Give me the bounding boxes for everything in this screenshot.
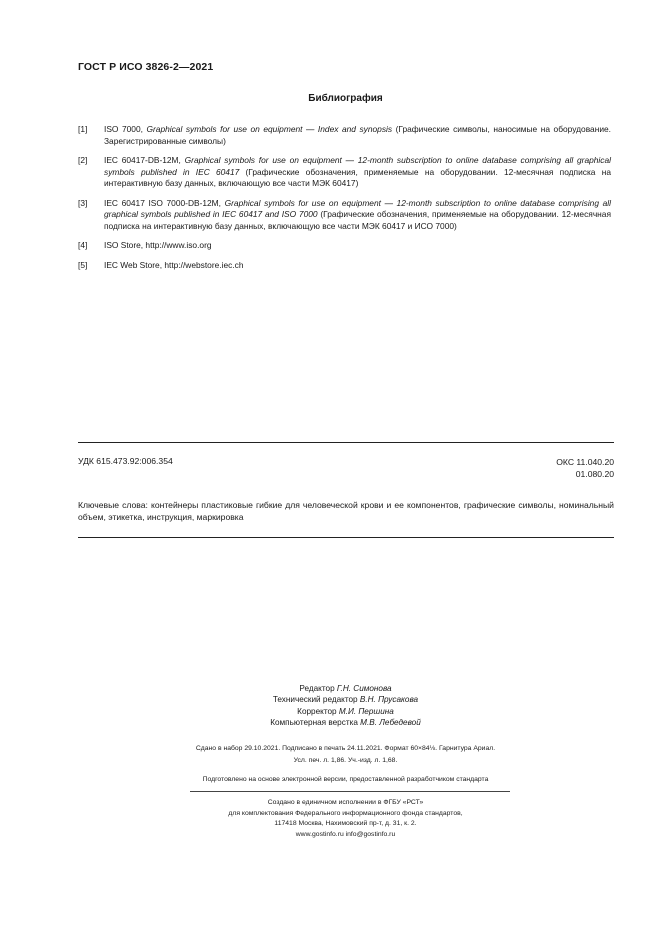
publisher-line: Создано в единичном исполнении в ФГБУ «РСТ» [267, 799, 424, 806]
publisher-line: для комплектования Федерального информационного фонда стандартов, [228, 809, 463, 817]
credit-role: Корректор [297, 706, 339, 716]
publisher-block [0, 798, 661, 840]
udk-code: УДК 615.473.92:006.354 [78, 456, 173, 466]
ref-suffix: (Графические обозначения, применяемые на оборудовании. 12-месячная подписка на интерактивную базу данных, включающую все части МЭК 60417 и ИСО 7000) [104, 209, 611, 231]
oks-code [556, 456, 614, 480]
oks-line: 01.080.20 [575, 469, 614, 479]
ref-number: [2] [78, 155, 88, 165]
bibliography-item [78, 155, 611, 190]
ref-title: Graphical symbols for use on equipment — Index and synopsis [146, 124, 393, 134]
credit-person: М.И. Першина [338, 706, 394, 716]
ref-title: Graphical symbols for use on equipment — 12-month subscription to online database comprising all graphical symbols published in IEC 60417 [104, 155, 611, 177]
credit-person: В.Н. Прусакова [359, 695, 419, 705]
bibliography-item [78, 124, 611, 147]
ref-link[interactable]: IEC Web Store, http://webstore.iec.ch [104, 259, 244, 270]
credits-block [0, 683, 661, 729]
credit-person: Г.Н. Симонова [336, 684, 392, 693]
ref-title: Graphical symbols for use on equipment — 12-month subscription to online database comprising all graphical symbols published in IEC 60417 and ISO 7000 [104, 197, 611, 219]
print-info [0, 743, 661, 767]
bibliography-item [78, 260, 611, 272]
ref-number: [3] [78, 197, 88, 208]
credit-editor [30, 683, 661, 694]
credit-corrector [30, 706, 661, 717]
divider-bottom [78, 537, 614, 538]
ref-number: [1] [78, 124, 88, 134]
ref-number: [4] [78, 240, 88, 250]
credit-person: М.В. Лебедевой [360, 718, 421, 728]
divider-top [78, 442, 614, 443]
publisher-divider [190, 791, 510, 792]
credit-layout [30, 717, 661, 728]
standard-code: ГОСТ Р ИСО 3826-2—2021 [78, 61, 214, 73]
ref-link[interactable]: ISO Store, http://www.iso.org [104, 240, 212, 250]
oks-line: ОКС 11.040.20 [556, 457, 614, 467]
credit-role: Технический редактор [272, 695, 360, 705]
credit-tech-editor [30, 694, 661, 705]
bibliography-item [78, 240, 611, 252]
credit-role: Компьютерная верстка [270, 718, 361, 728]
keywords: Ключевые слова: контейнеры пластиковые гибкие для человеческой крови и ее компонентов, графические символы, номинальный объем, этикетка, инструкция, маркировка [78, 500, 614, 522]
bibliography-item [78, 198, 611, 233]
ref-suffix: (Графические обозначения, применяемые на оборудовании. 12-месячная подписка на интерактивную базу данных, включающую все части МЭК 60417) [104, 166, 611, 188]
ref-prefix: IEC 60417 ISO 7000-DB-12M, [104, 197, 225, 208]
prepared-note: Подготовлено на основе электронной версии, предоставленной разработчиком стандарта [202, 776, 489, 783]
publisher-contacts[interactable]: www.gostinfo.ru info@gostinfo.ru [295, 830, 396, 838]
publisher-line: 117418 Москва, Нахимовский пр-т, д. 31, к. 2. [274, 820, 417, 828]
ref-prefix: ISO 7000, [104, 124, 147, 134]
bibliography-list [78, 124, 611, 271]
ref-number: [5] [78, 259, 88, 270]
print-info-line: Сдано в набор 29.10.2021. Подписано в печать 24.11.2021. Формат 60×84⅛. Гарнитура Ариал. [195, 745, 496, 752]
ref-suffix: (Графические символы, наносимые на оборудование. Зарегистрированные символы) [104, 124, 611, 146]
print-info-line: Усл. печ. л. 1,86. Уч.-изд. л. 1,68. [293, 757, 398, 764]
ref-prefix: IEC 60417-DB-12M, [104, 155, 185, 165]
bibliography-title: Библиография [308, 93, 383, 104]
credit-role: Редактор [299, 684, 337, 693]
